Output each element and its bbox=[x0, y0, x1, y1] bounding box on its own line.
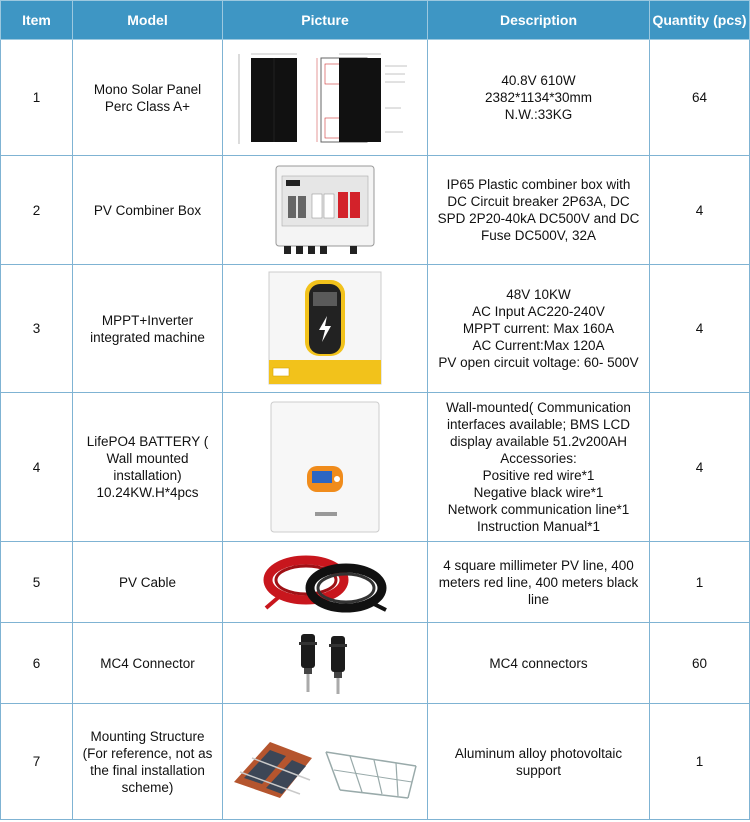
picture-cell bbox=[223, 265, 428, 393]
inverter-image bbox=[265, 270, 385, 388]
table-row bbox=[1, 156, 750, 265]
model-line: (For reference, not as bbox=[82, 745, 213, 761]
description-line: PV open circuit voltage: 60- 500V bbox=[438, 355, 639, 370]
description-line: DC Circuit breaker 2P63A, DC bbox=[447, 194, 630, 209]
description-cell bbox=[428, 265, 650, 393]
header-item: Item bbox=[1, 1, 73, 40]
quantity-cell: 60 bbox=[650, 623, 750, 704]
description-cell bbox=[428, 393, 650, 542]
model-cell bbox=[73, 704, 223, 820]
model-line: PV Cable bbox=[118, 574, 177, 590]
description-line: Accessories: bbox=[500, 451, 577, 466]
description-line: 40.8V 610W bbox=[501, 73, 576, 88]
description-cell bbox=[428, 542, 650, 623]
item-number: 1 bbox=[1, 40, 73, 156]
quantity-cell: 4 bbox=[650, 156, 750, 265]
table-row bbox=[1, 542, 750, 623]
model-line: installation) bbox=[113, 468, 182, 483]
table-row bbox=[1, 704, 750, 820]
table-row bbox=[1, 40, 750, 156]
model-line: Mounting Structure bbox=[90, 728, 205, 744]
picture-cell bbox=[223, 40, 428, 156]
model-line: the final installation bbox=[90, 762, 205, 778]
model-line: LifePO4 BATTERY ( bbox=[86, 434, 209, 449]
model-line: MC4 Connector bbox=[100, 655, 195, 671]
picture-cell bbox=[223, 542, 428, 623]
item-number: 6 bbox=[1, 623, 73, 704]
model-cell bbox=[73, 393, 223, 542]
header-picture: Picture bbox=[223, 1, 428, 40]
model-line: integrated machine bbox=[90, 329, 205, 345]
description-line: Wall-mounted( Communication bbox=[446, 400, 631, 415]
quantity-cell: 64 bbox=[650, 40, 750, 156]
description-cell bbox=[428, 156, 650, 265]
description-line: 4 square millimeter PV line, 400 bbox=[443, 557, 634, 573]
description-line: Negative black wire*1 bbox=[473, 485, 604, 500]
model-line: Perc Class A+ bbox=[104, 98, 191, 114]
description-line: Positive red wire*1 bbox=[482, 468, 595, 483]
description-line: AC Input AC220-240V bbox=[472, 304, 605, 319]
table-row bbox=[1, 265, 750, 393]
item-number: 2 bbox=[1, 156, 73, 265]
table-row bbox=[1, 623, 750, 704]
model-line: 10.24KW.H*4pcs bbox=[96, 485, 199, 500]
item-number: 3 bbox=[1, 265, 73, 393]
item-number: 4 bbox=[1, 393, 73, 542]
model-cell bbox=[73, 542, 223, 623]
description-line: SPD 2P20-40kA DC500V and DC bbox=[437, 211, 640, 226]
description-line: meters red line, 400 meters black bbox=[438, 574, 639, 590]
mc4-connector-image bbox=[285, 628, 365, 698]
description-line: MC4 connectors bbox=[489, 655, 588, 671]
header-quantity: Quantity (pcs) bbox=[650, 1, 750, 40]
table-row bbox=[1, 393, 750, 542]
model-cell bbox=[73, 265, 223, 393]
pv-cable-image bbox=[260, 550, 390, 614]
description-line: Network communication line*1 bbox=[447, 502, 630, 517]
model-line: MPPT+Inverter bbox=[101, 312, 194, 328]
quantity-cell: 1 bbox=[650, 704, 750, 820]
item-number: 7 bbox=[1, 704, 73, 820]
model-cell bbox=[73, 623, 223, 704]
model-cell bbox=[73, 40, 223, 156]
model-line: Mono Solar Panel bbox=[93, 81, 202, 97]
description-line: MPPT current: Max 160A bbox=[462, 321, 615, 336]
description-cell bbox=[428, 623, 650, 704]
model-line: PV Combiner Box bbox=[93, 202, 202, 218]
description-line: IP65 Plastic combiner box with bbox=[446, 177, 631, 192]
description-cell bbox=[428, 704, 650, 820]
description-cell bbox=[428, 40, 650, 156]
description-line: Fuse DC500V, 32A bbox=[480, 228, 597, 243]
quantity-cell: 4 bbox=[650, 265, 750, 393]
description-line: support bbox=[515, 762, 562, 778]
header-description: Description bbox=[428, 1, 650, 40]
picture-cell bbox=[223, 704, 428, 820]
quantity-cell: 4 bbox=[650, 393, 750, 542]
picture-cell bbox=[223, 156, 428, 265]
description-line: 2382*1134*30mm bbox=[484, 90, 593, 105]
model-line: Wall mounted bbox=[106, 451, 189, 466]
description-line: 48V 10KW bbox=[506, 287, 571, 302]
solar-panel-image bbox=[235, 48, 415, 148]
header-model: Model bbox=[73, 1, 223, 40]
model-cell bbox=[73, 156, 223, 265]
description-line: line bbox=[527, 591, 549, 607]
header-row bbox=[1, 1, 750, 40]
battery-image bbox=[267, 400, 383, 534]
picture-cell bbox=[223, 393, 428, 542]
description-line: Aluminum alloy photovoltaic bbox=[454, 745, 623, 761]
item-number: 5 bbox=[1, 542, 73, 623]
description-line: N.W.:33KG bbox=[504, 107, 573, 122]
description-line: display available 51.2v200AH bbox=[449, 434, 628, 449]
combiner-box-image bbox=[270, 162, 380, 258]
description-line: Instruction Manual*1 bbox=[476, 519, 601, 534]
mounting-structure-image bbox=[230, 722, 420, 802]
quantity-cell: 1 bbox=[650, 542, 750, 623]
description-line: interfaces available; BMS LCD bbox=[446, 417, 631, 432]
description-line: AC Current:Max 120A bbox=[472, 338, 605, 353]
picture-cell bbox=[223, 623, 428, 704]
model-line: scheme) bbox=[121, 779, 174, 795]
